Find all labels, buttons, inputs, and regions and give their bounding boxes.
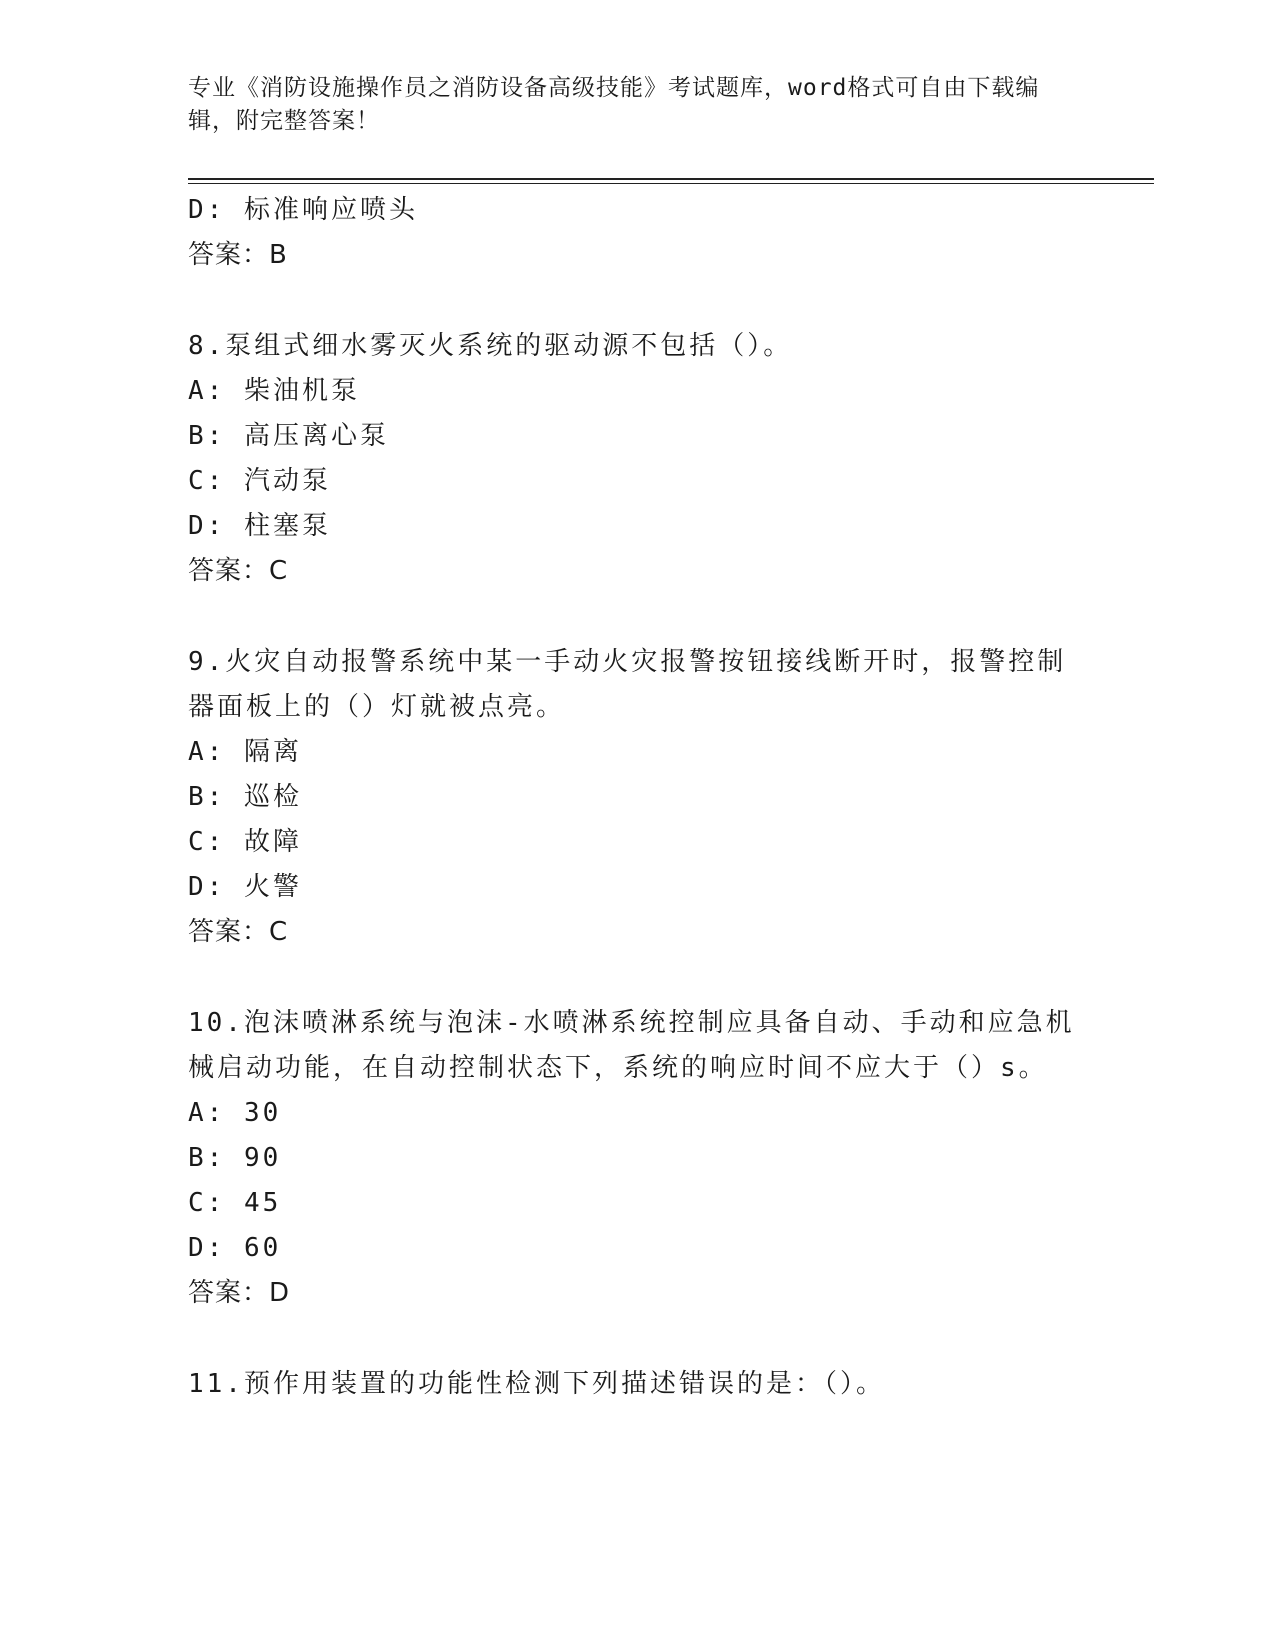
- question-text-line-2: 器面板上的（）灯就被点亮。: [188, 692, 566, 722]
- question-11: [188, 1362, 1088, 1407]
- option-d: D: 柱塞泵: [188, 511, 331, 541]
- header-line-2: 辑，附完整答案！: [188, 108, 380, 134]
- option-c: C: 45: [188, 1188, 282, 1218]
- question-10: [188, 1001, 1088, 1316]
- option-a: A: 隔离: [188, 737, 302, 767]
- question-list: [188, 188, 1088, 1407]
- option-b: B: 90: [188, 1143, 282, 1173]
- prev-answer: 答案：B: [188, 240, 288, 270]
- option-d: D: 60: [188, 1233, 282, 1263]
- answer: 答案：C: [188, 917, 289, 947]
- question-text-line-2: 械启动功能，在自动控制状态下，系统的响应时间不应大于（）s。: [188, 1053, 1048, 1083]
- question-text-line-1: 10.泡沫喷淋系统与泡沫-水喷淋系统控制应具备自动、手动和应急机: [188, 1008, 1075, 1038]
- option-c: C: 故障: [188, 827, 302, 857]
- page-header: [188, 72, 1078, 138]
- question-8: [188, 324, 1088, 594]
- option-a: A: 30: [188, 1098, 282, 1128]
- question-text: 11.预作用装置的功能性检测下列描述错误的是：（）。: [188, 1369, 885, 1399]
- answer: 答案：D: [188, 1278, 291, 1308]
- header-divider-thin: [188, 183, 1154, 184]
- prev-option-d: D: 标准响应喷头: [188, 195, 418, 225]
- option-d: D: 火警: [188, 872, 302, 902]
- question-9: [188, 640, 1088, 955]
- answer: 答案：C: [188, 556, 289, 586]
- question-text: 8.泵组式细水雾灭火系统的驱动源不包括（）。: [188, 331, 793, 361]
- option-c: C: 汽动泵: [188, 466, 331, 496]
- option-b: B: 高压离心泵: [188, 421, 389, 451]
- question-text-line-1: 9.火灾自动报警系统中某一手动火灾报警按钮接线断开时，报警控制: [188, 647, 1067, 677]
- option-b: B: 巡检: [188, 782, 302, 812]
- option-a: A: 柴油机泵: [188, 376, 360, 406]
- header-line-1: 专业《消防设施操作员之消防设备高级技能》考试题库，word格式可自由下载编: [188, 75, 1040, 101]
- header-divider-thick: [188, 178, 1154, 180]
